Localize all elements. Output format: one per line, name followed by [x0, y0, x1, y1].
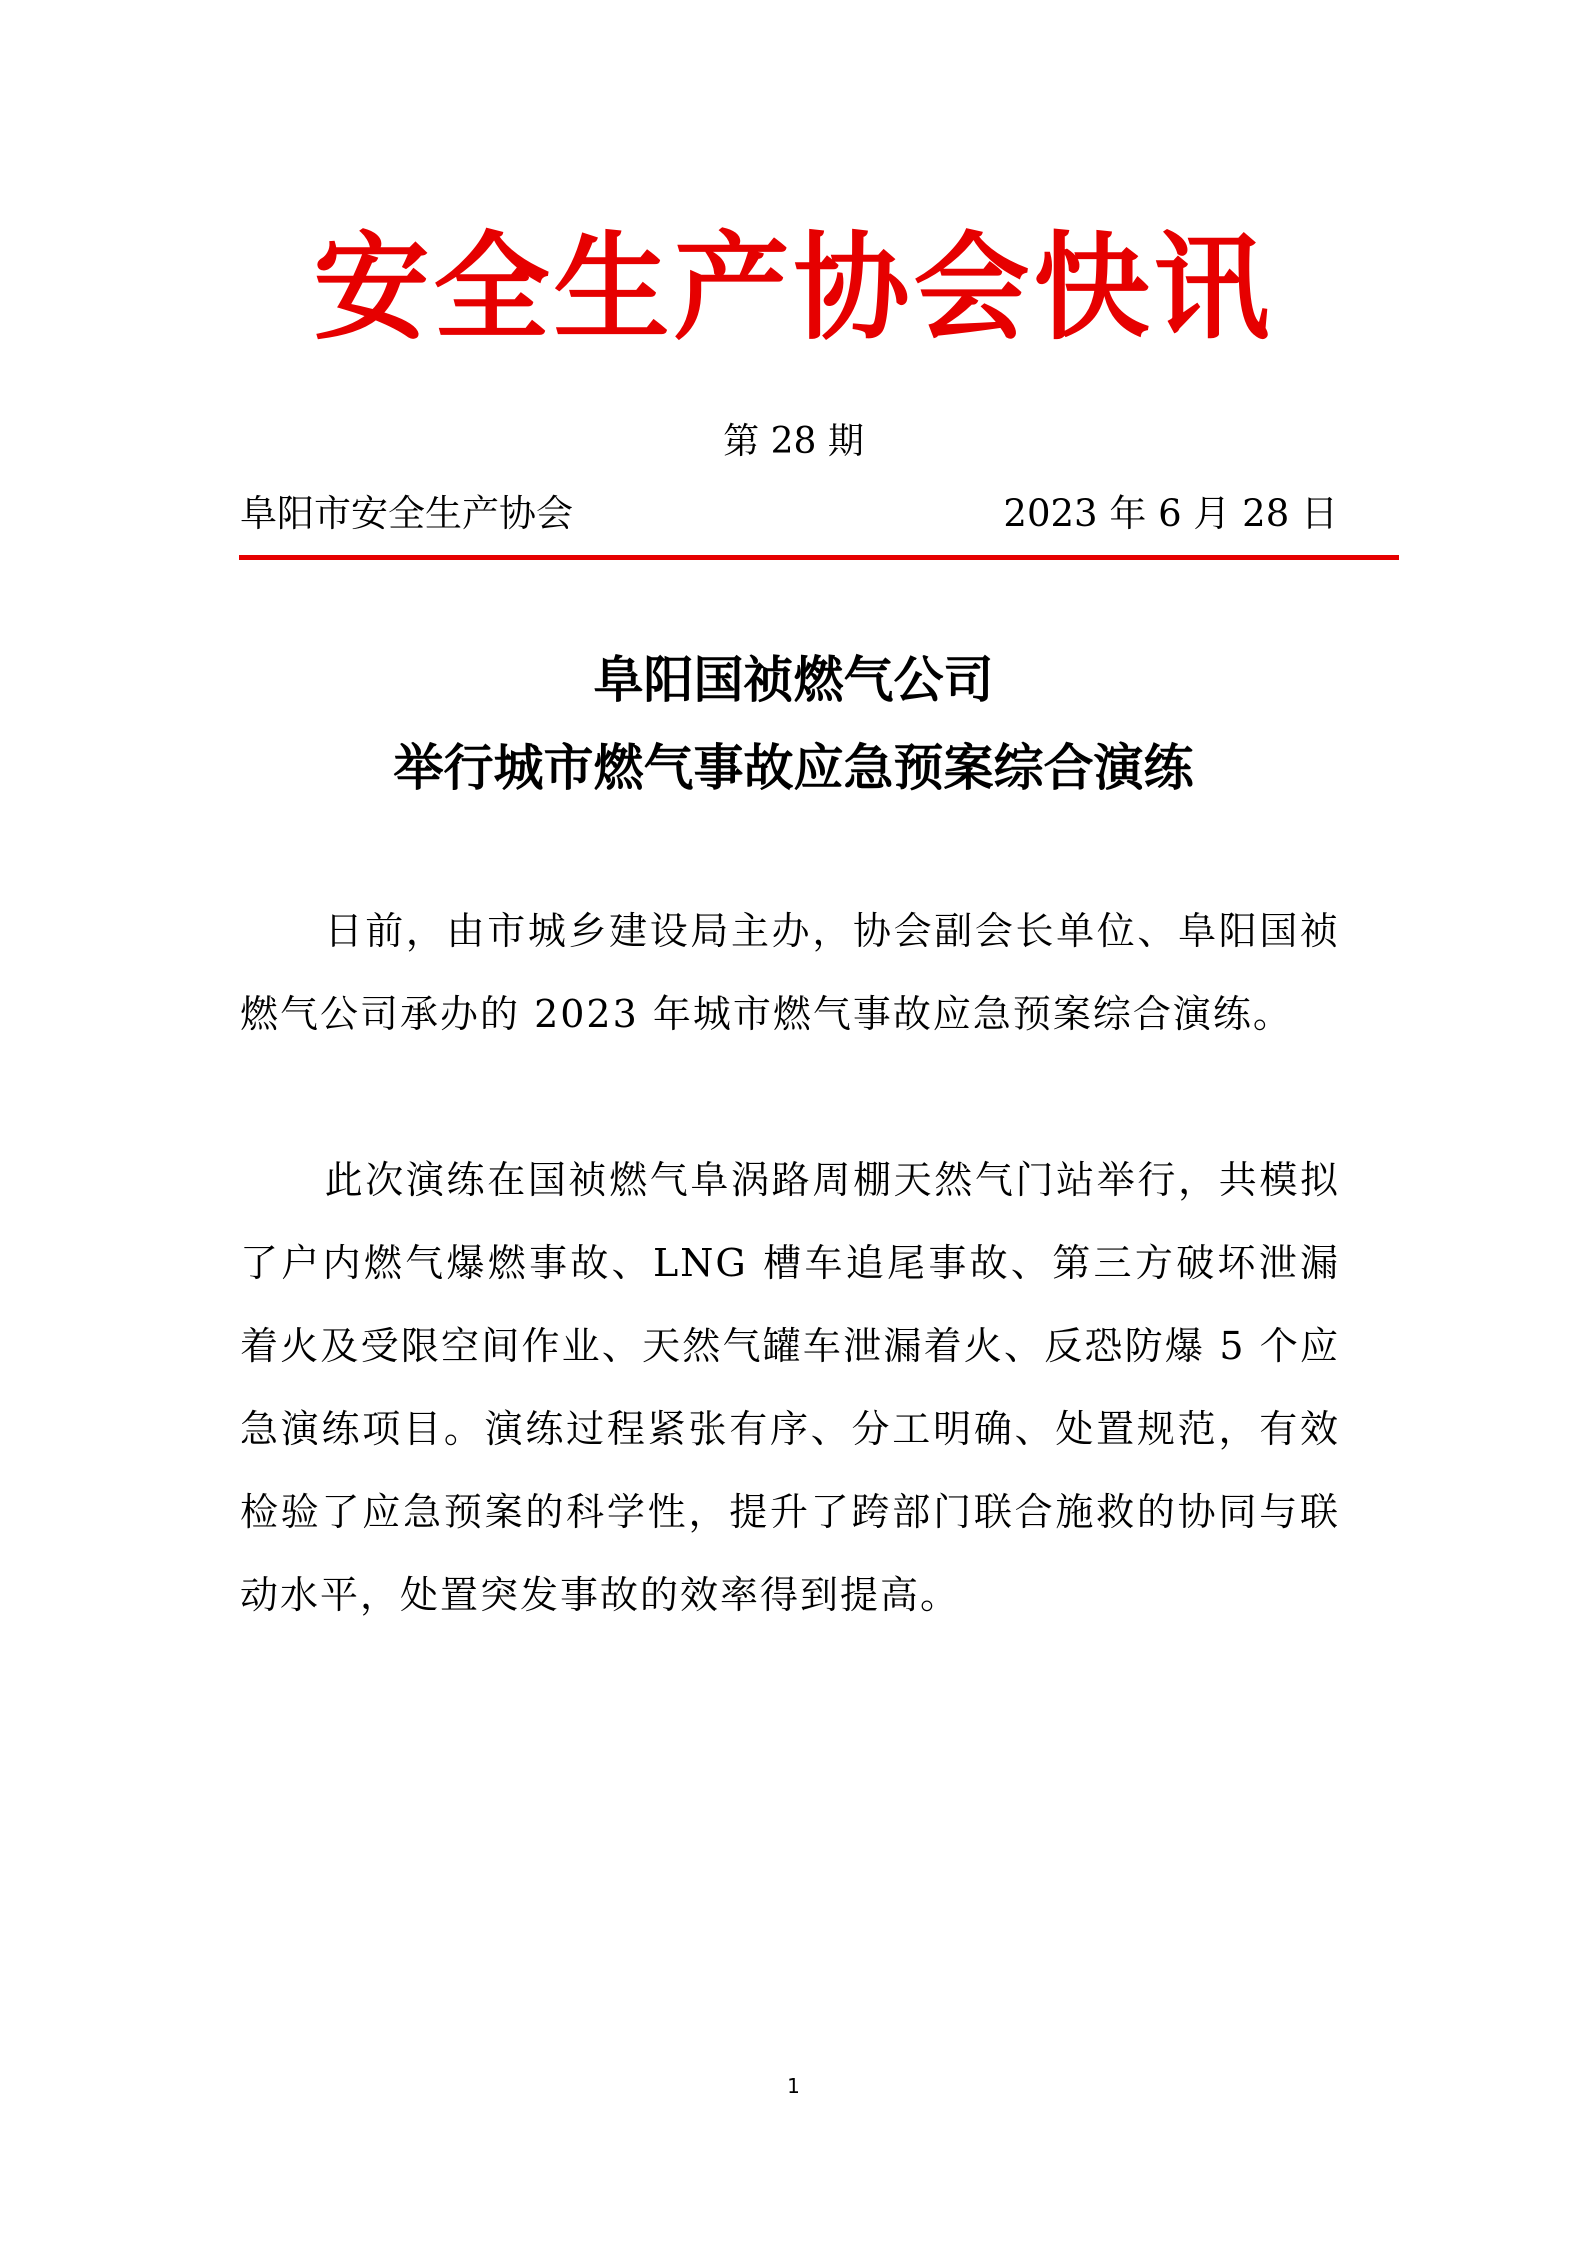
article-title-line-1: 阜阳国祯燃气公司: [593, 651, 994, 709]
article-paragraph-1: [240, 890, 1340, 1056]
article-title-line-2: 举行城市燃气事故应急预案综合演练: [393, 739, 1194, 797]
issue-number: 第 28 期: [723, 421, 864, 462]
header-divider: [239, 555, 1399, 560]
publication-meta: [240, 488, 1338, 540]
paragraph-text: 日前，由市城乡建设局主办，协会副会长单位、阜阳国祯燃气公司承办的 2023 年城市燃气事故应急预案综合演练。: [240, 909, 1340, 1036]
publication-date: 2023 年 6 月 28 日: [1003, 492, 1338, 535]
paragraph-text: 此次演练在国祯燃气阜涡路周棚天然气门站举行，共模拟了户内燃气爆燃事故、LNG 槽车追尾事故、第三方破坏泄漏着火及受限空间作业、天然气罐车泄漏着火、反恐防爆 5 个应急演练项目。演练过程紧张有序、分工明确、处置规范，有效检验了应急预案的科学性，提升了跨部门联合施救的协同与联动水平，处置突发事故的效率得到提高。: [240, 1158, 1340, 1617]
page-number: 1: [787, 2074, 800, 2098]
article-paragraph-2: [240, 1139, 1340, 1637]
masthead-title: 安全生产协会快讯: [313, 220, 1274, 356]
publisher-name: 阜阳市安全生产协会: [240, 492, 573, 535]
